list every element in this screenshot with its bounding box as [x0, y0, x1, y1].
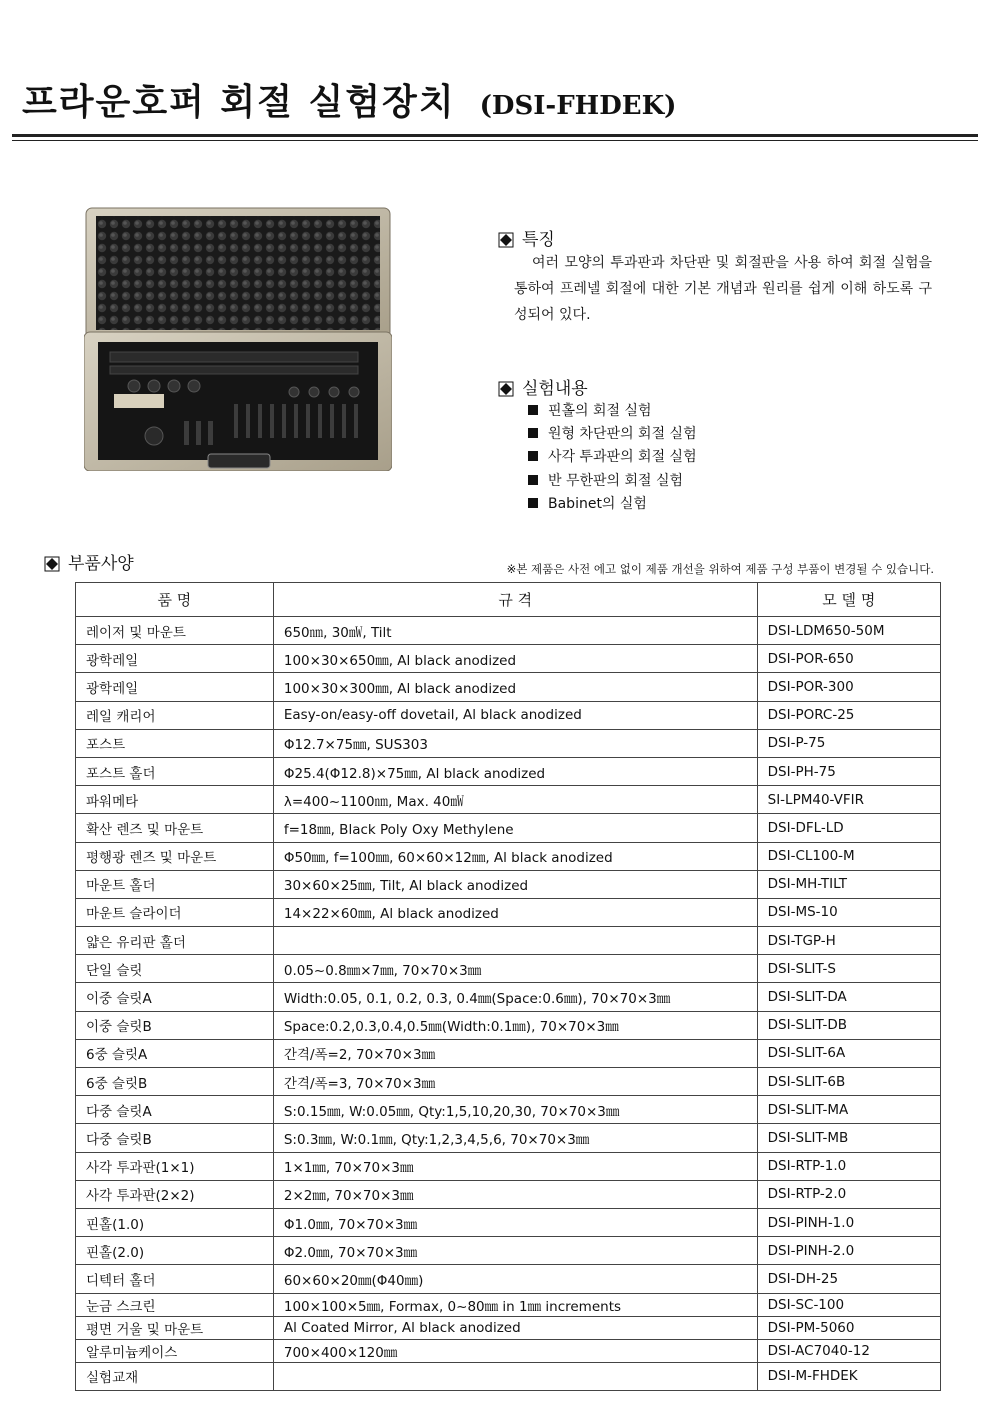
spec-cell: 14×22×60㎜, Al black anodized [273, 898, 757, 926]
model-cell: DSI-PORC-25 [757, 701, 940, 729]
table-row [76, 729, 941, 757]
part-name-cell: 6중 슬릿A [76, 1039, 274, 1067]
model-cell: DSI-SC-100 [757, 1293, 940, 1316]
spec-cell: 100×30×650㎜, Al black anodized [273, 645, 757, 673]
table-row [76, 673, 941, 701]
part-name-cell: 평면 거울 및 마운트 [76, 1316, 274, 1339]
model-cell: DSI-POR-300 [757, 673, 940, 701]
table-row [76, 1180, 941, 1208]
diamond-bullet-icon [44, 556, 60, 572]
square-bullet-icon [528, 428, 538, 438]
model-cell: DSI-SLIT-DA [757, 983, 940, 1011]
table-row [76, 870, 941, 898]
model-cell: DSI-RTP-2.0 [757, 1180, 940, 1208]
spec-cell: Φ50㎜, f=100㎜, 60×60×12㎜, Al black anodized [273, 842, 757, 870]
spec-cell: λ=400~1100㎚, Max. 40㎽ [273, 786, 757, 814]
model-cell: DSI-P-75 [757, 729, 940, 757]
parts-heading: 부품사양 [44, 549, 134, 574]
spec-cell: 간격/폭=2, 70×70×3㎜ [273, 1039, 757, 1067]
spec-cell: 100×100×5㎜, Formax, 0~80㎜ in 1㎜ increments [273, 1293, 757, 1316]
table-row [76, 1362, 941, 1390]
table-row [76, 645, 941, 673]
table-row [76, 617, 941, 645]
model-cell: DSI-RTP-1.0 [757, 1152, 940, 1180]
features-heading: 특징 [498, 225, 555, 250]
square-bullet-icon [528, 475, 538, 485]
diamond-bullet-icon [498, 381, 514, 397]
part-name-cell: 핀홀(1.0) [76, 1208, 274, 1236]
table-row [76, 898, 941, 926]
table-row [76, 701, 941, 729]
parts-table-body [76, 617, 941, 1391]
list-item: Babinet의 실험 [528, 493, 697, 516]
model-cell: DSI-POR-650 [757, 645, 940, 673]
table-row [76, 1011, 941, 1039]
square-bullet-icon [528, 405, 538, 415]
part-name-cell: 파워메타 [76, 786, 274, 814]
part-name-cell: 얇은 유리판 홀더 [76, 927, 274, 955]
title-rule-thin [12, 140, 978, 141]
table-row [76, 1316, 941, 1339]
spec-cell: Φ2.0㎜, 70×70×3㎜ [273, 1237, 757, 1265]
table-row [76, 1339, 941, 1362]
list-item: 사각 투과판의 회절 실험 [528, 446, 697, 469]
part-name-cell: 이중 슬릿A [76, 983, 274, 1011]
model-cell: DSI-SLIT-S [757, 955, 940, 983]
list-item: 반 무한판의 회절 실험 [528, 470, 697, 493]
model-cell: DSI-TGP-H [757, 927, 940, 955]
spec-cell: Φ1.0㎜, 70×70×3㎜ [273, 1208, 757, 1236]
model-cell: DSI-PM-5060 [757, 1316, 940, 1339]
table-row [76, 1152, 941, 1180]
spec-cell: Easy-on/easy-off dovetail, Al black anodized [273, 701, 757, 729]
model-cell: DSI-MS-10 [757, 898, 940, 926]
table-row [76, 955, 941, 983]
part-name-cell: 레일 캐리어 [76, 701, 274, 729]
parts-notice: ※본 제품은 사전 에고 없이 제품 개선을 위하여 제품 구성 부품이 변경될 수 있습니다. [506, 562, 934, 576]
part-name-cell: 포스트 홀더 [76, 757, 274, 785]
part-name-cell: 평행광 렌즈 및 마운트 [76, 842, 274, 870]
table-row [76, 814, 941, 842]
spec-cell: Φ25.4(Φ12.8)×75㎜, Al black anodized [273, 757, 757, 785]
model-cell: DSI-PINH-2.0 [757, 1237, 940, 1265]
table-row [76, 983, 941, 1011]
part-name-cell: 이중 슬릿B [76, 1011, 274, 1039]
spec-cell: 100×30×300㎜, Al black anodized [273, 673, 757, 701]
part-name-cell: 확산 렌즈 및 마운트 [76, 814, 274, 842]
model-cell: DSI-PH-75 [757, 757, 940, 785]
model-cell: DSI-DH-25 [757, 1265, 940, 1293]
part-name-cell: 디텍터 홀더 [76, 1265, 274, 1293]
spec-cell [273, 927, 757, 955]
part-name-cell: 실험교재 [76, 1362, 274, 1390]
spec-cell: Width:0.05, 0.1, 0.2, 0.3, 0.4㎜(Space:0.6㎜), 70×70×3㎜ [273, 983, 757, 1011]
model-cell: DSI-SLIT-MB [757, 1124, 940, 1152]
diamond-bullet-icon [498, 232, 514, 248]
experiments-heading: 실험내용 [498, 374, 588, 399]
spec-cell: S:0.3㎜, W:0.1㎜, Qty:1,2,3,4,5,6, 70×70×3㎜ [273, 1124, 757, 1152]
column-header-model: 모 델 명 [757, 583, 940, 617]
part-name-cell: 마운트 홀더 [76, 870, 274, 898]
experiment-list [528, 400, 697, 516]
model-cell: DSI-SLIT-DB [757, 1011, 940, 1039]
model-cell: DSI-AC7040-12 [757, 1339, 940, 1362]
spec-cell: 30×60×25㎜, Tilt, Al black anodized [273, 870, 757, 898]
part-name-cell: 레이저 및 마운트 [76, 617, 274, 645]
spec-cell: 700×400×120㎜ [273, 1339, 757, 1362]
part-name-cell: 다중 슬릿A [76, 1096, 274, 1124]
model-cell: DSI-SLIT-6B [757, 1068, 940, 1096]
spec-cell: 650㎚, 30㎽, Tilt [273, 617, 757, 645]
table-row [76, 786, 941, 814]
table-row [76, 1208, 941, 1236]
column-header-name: 품 명 [76, 583, 274, 617]
part-name-cell: 6중 슬릿B [76, 1068, 274, 1096]
part-name-cell: 눈금 스크린 [76, 1293, 274, 1316]
spec-cell: f=18㎜, Black Poly Oxy Methylene [273, 814, 757, 842]
title-korean: 프라운호퍼 회절 실험장치 [22, 82, 456, 123]
spec-cell: 2×2㎜, 70×70×3㎜ [273, 1180, 757, 1208]
table-row [76, 1124, 941, 1152]
table-row [76, 757, 941, 785]
part-name-cell: 광학레일 [76, 673, 274, 701]
table-row [76, 842, 941, 870]
part-name-cell: 핀홀(2.0) [76, 1237, 274, 1265]
square-bullet-icon [528, 498, 538, 508]
model-cell: DSI-SLIT-6A [757, 1039, 940, 1067]
table-row [76, 1293, 941, 1316]
model-cell: DSI-M-FHDEK [757, 1362, 940, 1390]
spec-cell: 간격/폭=3, 70×70×3㎜ [273, 1068, 757, 1096]
parts-spec-table [75, 582, 941, 1391]
part-name-cell: 광학레일 [76, 645, 274, 673]
part-name-cell: 사각 투과판(2×2) [76, 1180, 274, 1208]
table-row [76, 1237, 941, 1265]
square-bullet-icon [528, 451, 538, 461]
spec-cell: 0.05~0.8㎜×7㎜, 70×70×3㎜ [273, 955, 757, 983]
title-model-code: (DSI-FHDEK) [479, 91, 677, 121]
page-title [22, 74, 676, 125]
part-name-cell: 마운트 슬라이더 [76, 898, 274, 926]
table-row [76, 1265, 941, 1293]
table-row [76, 1068, 941, 1096]
list-item: 원형 차단판의 회절 실험 [528, 423, 697, 446]
part-name-cell: 다중 슬릿B [76, 1124, 274, 1152]
model-cell: DSI-PINH-1.0 [757, 1208, 940, 1236]
table-row [76, 1039, 941, 1067]
title-rule-thick [12, 134, 978, 137]
table-row [76, 927, 941, 955]
spec-cell: S:0.15㎜, W:0.05㎜, Qty:1,5,10,20,30, 70×70×3㎜ [273, 1096, 757, 1124]
part-name-cell: 사각 투과판(1×1) [76, 1152, 274, 1180]
spec-cell: 1×1㎜, 70×70×3㎜ [273, 1152, 757, 1180]
part-name-cell: 포스트 [76, 729, 274, 757]
spec-cell: Φ12.7×75㎜, SUS303 [273, 729, 757, 757]
part-name-cell: 알루미늄케이스 [76, 1339, 274, 1362]
model-cell: DSI-DFL-LD [757, 814, 940, 842]
spec-cell [273, 1362, 757, 1390]
model-cell: DSI-SLIT-MA [757, 1096, 940, 1124]
model-cell: DSI-LDM650-50M [757, 617, 940, 645]
spec-cell: 60×60×20㎜(Φ40㎜) [273, 1265, 757, 1293]
product-case-photo [84, 206, 392, 471]
spec-cell: Space:0.2,0.3,0.4,0.5㎜(Width:0.1㎜), 70×70×3㎜ [273, 1011, 757, 1039]
model-cell: SI-LPM40-VFIR [757, 786, 940, 814]
spec-cell: Al Coated Mirror, Al black anodized [273, 1316, 757, 1339]
model-cell: DSI-MH-TILT [757, 870, 940, 898]
table-row [76, 1096, 941, 1124]
features-text: 여러 모양의 투과판과 차단판 및 회절판을 사용 하여 회절 실험을 통하여 프레넬 회절에 대한 기본 개념과 원리를 쉽게 이해 하도록 구성되어 있다. [514, 255, 932, 323]
part-name-cell: 단일 슬릿 [76, 955, 274, 983]
column-header-spec: 규 격 [273, 583, 757, 617]
model-cell: DSI-CL100-M [757, 842, 940, 870]
list-item: 핀홀의 회절 실험 [528, 400, 697, 423]
